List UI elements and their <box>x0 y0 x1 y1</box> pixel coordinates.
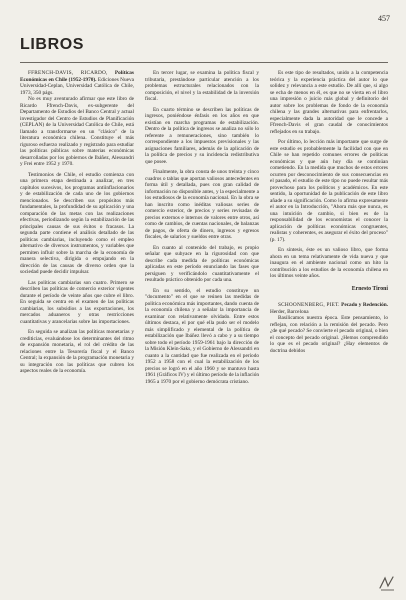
review1-paragraph: Testimonios de Chile, el estudio comienza con una primera etapa destinada a analizar, en tres capítulos sucesivos, los programas antiinflacionarios y de estabilización de cada uno de los gobiernos mencionados. Se describen sus propósitos más fundamentales, la profundidad de su aplicación y una comparación de las metas con las realizaciones efectivas, periodizando según la estabilización de las principales causas de sus éxitos o fracasos. La segunda parte contiene el análisis detallado de las políticas cambiarias, incluyendo como el empleo alternativo de diversos instrumentos, y variables que permiten influir sobre la marcha de la economía de manera selectiva, dirigida o empujando en la dirección de las causas de diverso orden que la sociedad puede decidir impulsar. <box>20 171 134 275</box>
reviewer-signature: Ernesto Tironi <box>351 285 388 292</box>
review1-paragraph: En tercer lugar, se examina la política fiscal y tributaria, prestándose particular atención a los problemas estructurales relacionados con la composición, el nivel y la estabilidad de la inversión fiscal. <box>145 70 259 102</box>
review1-reference <box>20 70 134 96</box>
review1-paragraph: No es muy aventurado afirmar que este libro de Ricardo Ffrench-Davis, ex-subgerente del Departamento de Estudios del Banco Central y actual investigador del Centro de Estudios de Planificación (CEPLAN) de la Universidad Católica de Chile, está llamado a transformarse en un "clásico" de la literatura económica chilena. Constituye el más riguroso esfuerzo realizado y registrado para estudiar las políticas públicas sobre materias económicas desarrolladas por los gobiernos de Ibáñez, Alessandri y Frei entre 1952 y 1970. <box>20 96 134 167</box>
review1-paragraph: En cuarto término se describen las políticas de ingresos, poniéndose énfasis en los años en que existían en marcha programas de estabilización. Dentro de la política de ingresos se analiza no sólo lo referente a remuneraciones, sino también lo correspondiente a los impuestos previsionales y las asignaciones familiares, además de la aplicación de la política de precios y su incidencia redistributiva que posee. <box>145 106 259 165</box>
review2-publisher: Herder, Barcelona <box>270 308 309 315</box>
review1-paragraph: Finalmente, la obra consta de unos treinta y cinco cuadros o tablas que aportan valiosos antecedentes en forma útil y detallada, pues con gran calidad de información no disponible antes, y la especialmente a los estudiosos de la economía nacional. En la obra se han inscrito como inéditas valiosas series de comercio exterior, de precios y series revisadas de precios externos e internos de valores entre otros, así como de cambios, de cuentas nacionales, de balanzas de pagos, de oferta de dinero, ingresos y egresos fiscales, de salarios y sueldos entre otras. <box>145 169 259 240</box>
review1-author: FFRENCH-DAVIS, RICARDO, <box>28 70 108 76</box>
pencil-mark-icon <box>378 574 396 592</box>
review1-book-title: Políticas Económicas en Chile (1952-1970). <box>20 70 134 83</box>
page-number: 457 <box>378 14 390 23</box>
title-rule <box>20 62 388 63</box>
column-3 <box>270 70 388 575</box>
review1-paragraph: En seguida se analizan las políticas monetarias y crediticias, evaluándose los determinantes del ritmo de expansión monetaria, el rol del crédito de las relaciones entre la Tesorería fiscal y el Banco Central; la expansión de la programación monetaria y su integración con las políticas que cubren los aspectos reales de la economía. <box>20 329 134 374</box>
review2-author: SCHOONENBERG, PIET. <box>278 302 340 308</box>
section-title: LIBROS <box>20 36 85 53</box>
column-1 <box>20 70 134 575</box>
review1-paragraph: En su sentido, el estudio constituye un "documento" en el que se reúnen las medidas de política económica más importantes, dando cuenta de la economía chilena y a señalar la importancia de examinar con relativamente olvidado. Entre estos últimos destaca, el por qué ella pudo ser el modelo más simplificado y elemental de la política de estabilización que Ibáñez llevó a cabo y a su tiempo sobre todo el período 1959-1961 bajo la dirección de la Misión Klein-Saks, y el Gobierno de Alessandri en cuanto a la cantidad que fue realizada en el período 1952 a 1958 con el cual la estabilización de los precios se logró en el año 1960 y se mantuvo hasta 1961 (Gráficos IV) y el último período de la inflación 1965 a 1970 por el gobierno demócrata cristiano. <box>145 287 259 385</box>
column-2 <box>145 70 259 575</box>
review2-paragraph: Basilicamos nuestra época. Este pensamiento, lo reflejan, con relación a la remisión del pecado. Pero ¿de qué pecado? Se convierte el pecado original, o bien el concepto del pecado original. ¿Hemos comprendido lo que es el pecado original? ¿Hay elementos de doctrina debidos <box>270 315 388 354</box>
review1-paragraph: Es este tipo de resultados, unido a la competencia teórica y la experiencia práctica del autor lo que solidez y relevancia a este estudio. De allí que, si algo se echa de menos en él, es que no se vierta en el libro una impresión o juicio más global y definitorio del autor sobre los problemas de fondo de la economía chilena y las grandes alternativas para enfrentarlos, especialmente dada la autoridad que le concede a Ffrench-Davis el gran caudal de conocimientos reflejados en su trabajo. <box>270 70 388 135</box>
review2-reference <box>270 302 388 315</box>
review2-book-title: Pecado y Redención. <box>341 302 388 308</box>
review1-paragraph: Las políticas cambiarias son cuatro. Primero se describen las políticas de comercio exterior vigentes durante el período de veinte años que cubre el libro. En seguida se centra en el examen de las políticas cambiarias, los subsidios a las exportaciones, los mercados aduaneros y otras restricciones cuantitativas y arancelarias sobre las importaciones. <box>20 279 134 325</box>
review1-paragraph: En cuanto al contenido del trabajo, es propio señalar que subyace en la rigurosidad con que describe cada medida de políticas económicas aplicadas en este período enunciando las fases que persiguen y verificándolo cuantitativamente el resultado práctico obtenido por cada una. <box>145 244 259 283</box>
review1-paragraph: Por último, lo lección más importante que surge de este estudio es probablemente la facilidad con que en Chile se han repetido comunes errores de políticas económicas y que aún hoy día se continúan cometiendo. En la medida que muchos de estos errores ocurren por desconocimiento de sus consecuencias en el pasado, el estudio de este tipo no puede resultar más provechoso para los políticos y académicos. En este sentido, la oportunidad de la publicación de este libro añade a su significación. Como lo afirma expresamente el autor en la Introducción, "Ahora más que nunca, es una intuición de cambio, si bien es de la responsabilidad de los economistas el conocer la aplicación de políticas económicas congruentes, realistas y coherentes, es asegurar el éxito del proceso" (p. 17). <box>270 139 388 243</box>
review1-publisher: Ediciones Nueva Universidad-Ceplan, Universidad Católica de Chile, 1973, 350 págs. <box>20 76 134 96</box>
review1-paragraph: En síntesis, éste es un valioso libro, que forma ahora en un tema relativamente de vida nueva y que inaugura en el ambiente nacional como un hito la contribución a los estudios de la economía chilena en los últimos veinte años. <box>270 247 388 279</box>
